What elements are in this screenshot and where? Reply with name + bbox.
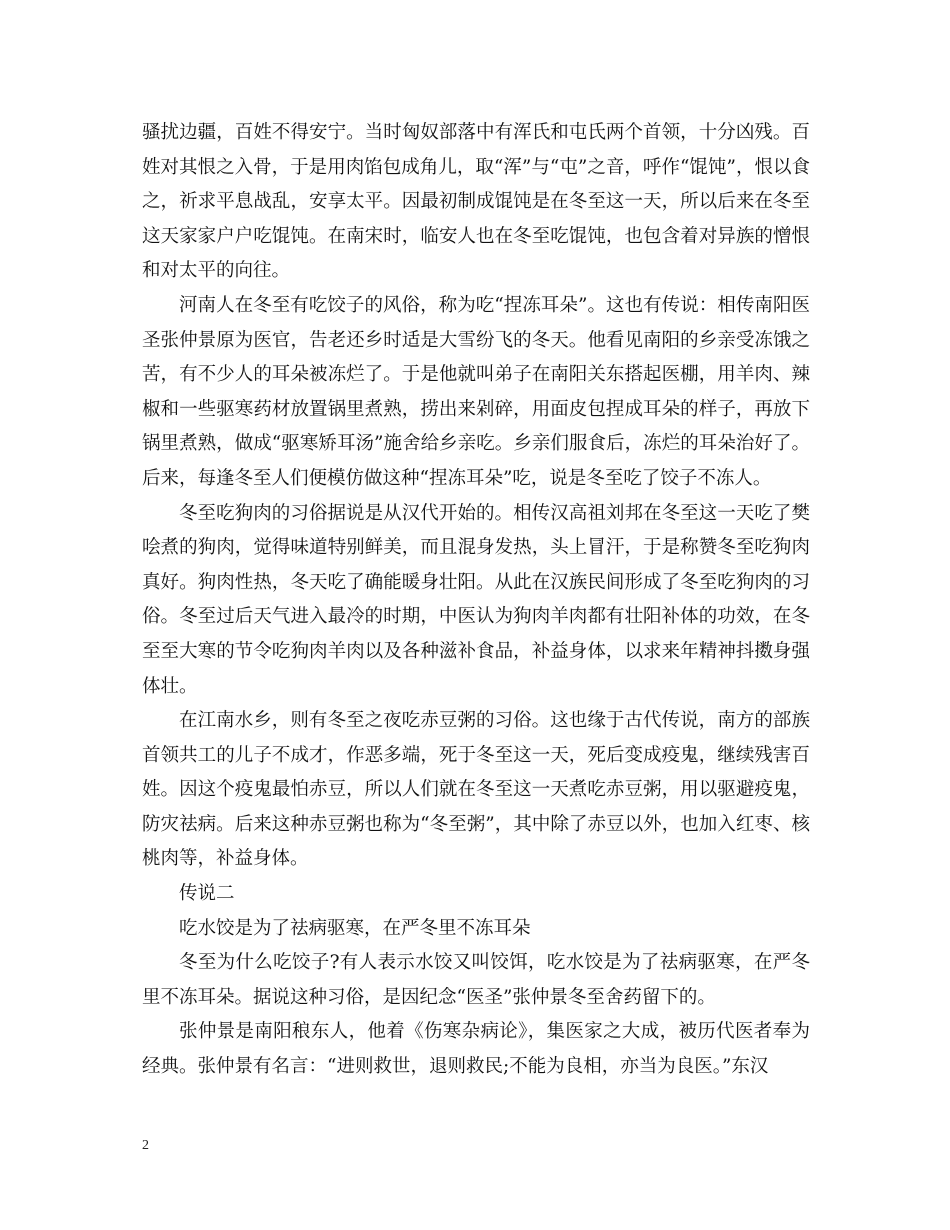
section-subheading: 吃水饺是为了祛病驱寒，在严冬里不冻耳朵 — [179, 917, 531, 939]
section-heading: 传说二 — [179, 883, 235, 905]
paragraph-6: 张仲景是南阳稂东人，他着《伤寒杂病论》，集医家之大成，被历代医者奉为经典。张仲景有名言：“进则救世，退则救民;不能为良相，亦当为良医。”东汉 — [142, 1021, 810, 1078]
paragraph-1: 骚扰边疆，百姓不得安宁。当时匈奴部落中有浑氏和屯氏两个首领，十分凶残。百姓对其恨之入骨，于是用肉馅包成角儿，取“浑”与“屯”之音，呼作“馄饨”，恨以食之，祈求平息战乱，安享太平。因最初制成馄饨是在冬至这一天，所以后来在冬至这天家家户户吃馄饨。在南宋时，临安人也在冬至吃馄饨，也包含着对异族的憎恨和对太平的向往。 — [142, 122, 810, 282]
paragraph-5: 冬至为什么吃饺子?有人表示水饺又叫饺饵，吃水饺是为了祛病驱寒，在严冬里不冻耳朵。据说这种习俗，是因纪念“医圣”张仲景冬至舍药留下的。 — [142, 952, 810, 1008]
paragraph-3: 冬至吃狗肉的习俗据说是从汉代开始的。相传汉高祖刘邦在冬至这一天吃了樊哙煮的狗肉，觉得味道特别鲜美，而且混身发热，头上冒汗，于是称赞冬至吃狗肉真好。狗肉性热，冬天吃了确能暖身壮阳。从此在汉族民间形成了冬至吃狗肉的习俗。冬至过后天气进入最冷的时期，中医认为狗肉羊肉都有壮阳补体的功效，在冬至至大寒的节令吃狗肉羊肉以及各种滋补食品，补益身体，以求来年精神抖擞身强体壮。 — [142, 502, 810, 697]
paragraph-4: 在江南水乡，则有冬至之夜吃赤豆粥的习俗。这也缘于古代传说，南方的部族首领共工的儿子不成才，作恶多端，死于冬至这一天，死后变成疫鬼，继续残害百姓。因这个疫鬼最怕赤豆，所以人们就在冬至这一天煮吃赤豆粥，用以驱避疫鬼，防灾祛病。后来这种赤豆粥也称为“冬至粥”，其中除了赤豆以外，也加入红枣、核桃肉等，补益身体。 — [142, 710, 810, 870]
page-number: 2 — [142, 1138, 149, 1153]
paragraph-2: 河南人在冬至有吃饺子的风俗，称为吃“捏冻耳朵”。这也有传说：相传南阳医圣张仲景原为医官，告老还乡时适是大雪纷飞的冬天。他看见南阳的乡亲受冻饿之苦，有不少人的耳朵被冻烂了。于是他就叫弟子在南阳关东搭起医棚，用羊肉、辣椒和一些驱寒药材放置锅里煮熟，捞出来剁碎，用面皮包捏成耳朵的样子，再放下锅里煮熟，做成“驱寒矫耳汤”施舍给乡亲吃。乡亲们服食后，冻烂的耳朵治好了。后来，每逢冬至人们便模仿做这种“捏冻耳朵”吃，说是冬至吃了饺子不冻人。 — [142, 294, 810, 489]
document-page — [142, 116, 810, 1085]
